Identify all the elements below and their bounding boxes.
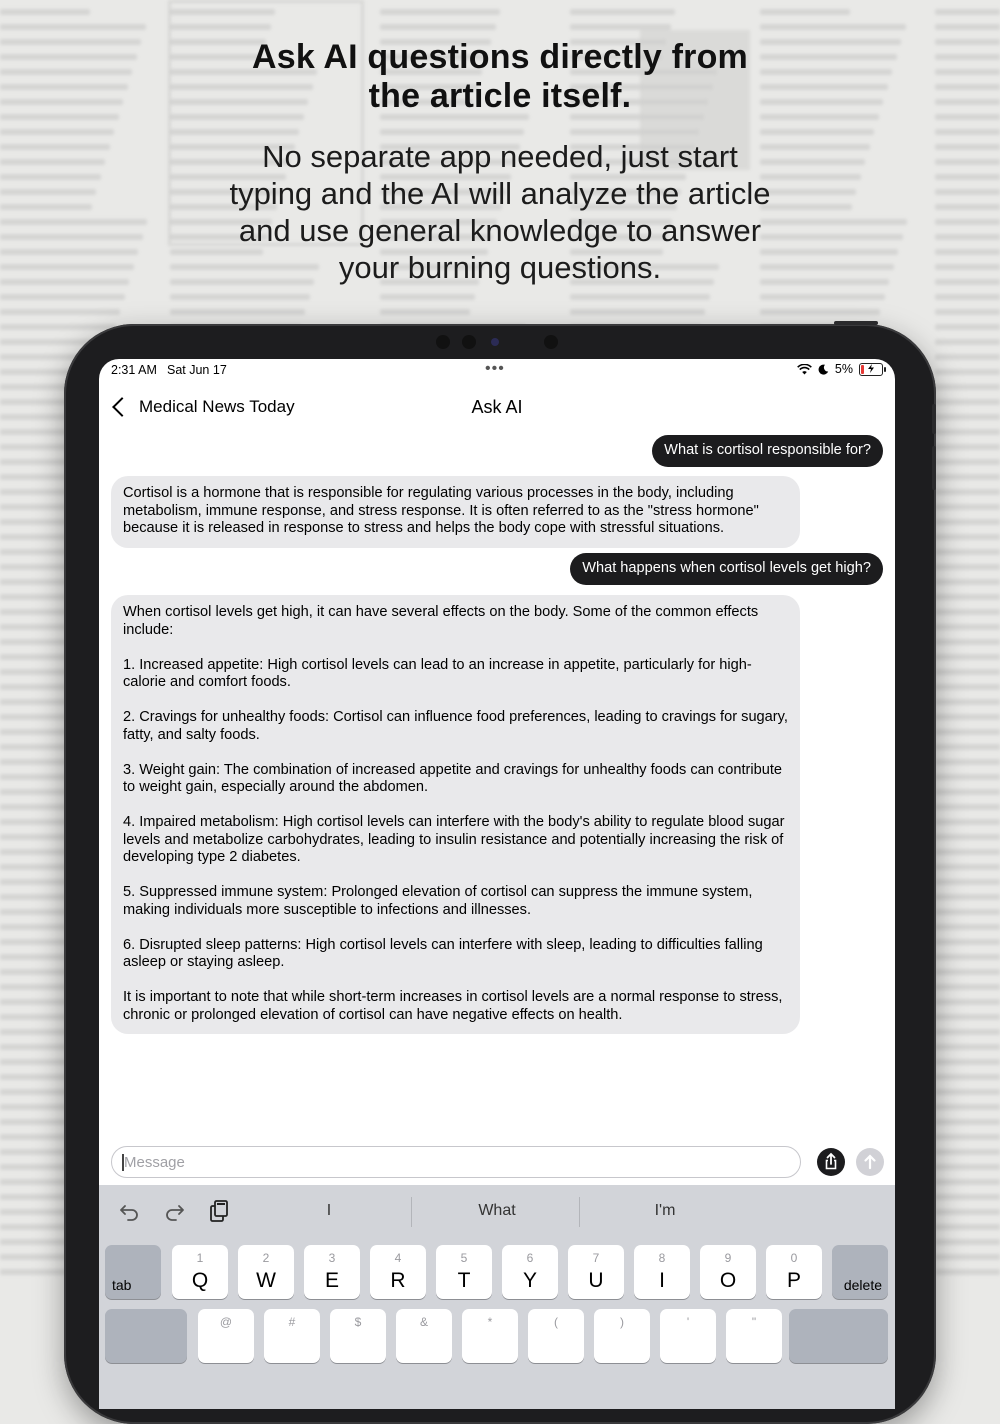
undo-icon[interactable] [117,1199,143,1223]
ai-message [111,595,800,1034]
key-letter: W [256,1269,276,1292]
key-number-hint: 9 [724,1251,732,1265]
text-caret [122,1154,124,1171]
key-symbol-hint: ( [554,1315,558,1329]
status-bar [99,359,895,383]
key-letter: R [390,1269,406,1292]
key-number-hint: 8 [658,1251,666,1265]
return-key[interactable] [789,1309,888,1363]
divider [411,1197,412,1227]
key-letter: U [588,1269,604,1292]
key-t[interactable] [436,1245,492,1299]
promo-subheadline [0,138,1000,286]
message-composer [111,1146,883,1180]
promo-headline-line: Ask AI questions directly from [252,38,748,76]
key-w[interactable] [238,1245,294,1299]
key-number-hint: 4 [394,1251,402,1265]
key-e[interactable] [304,1245,360,1299]
wifi-icon [797,364,812,375]
letter-key[interactable] [198,1309,254,1363]
delete-key[interactable] [832,1245,888,1299]
caps-lock-key[interactable] [105,1309,187,1363]
key-letter: O [719,1269,737,1292]
battery-percent: 5% [834,362,853,376]
sensor-dot [491,338,499,346]
ai-message-text: Cortisol is a hormone that is responsible for regulating various processes in the body, including metabolism, immune response, and stress response. It is often referred to as the "stress hormone" because it is released in response to stress and helps the body cope with stressful situations. [123,485,759,536]
promo-headline-line: the article itself. [368,77,632,115]
key-letter: E [324,1269,339,1292]
on-screen-keyboard [99,1185,895,1409]
paste-icon[interactable] [205,1199,231,1223]
ai-message [111,476,800,548]
promo-subheadline-line: and use general knowledge to answer [238,213,762,248]
letter-key[interactable] [330,1309,386,1363]
delete-key-label: delete [843,1277,882,1293]
ai-message-text: 4. Impaired metabolism: High cortisol levels can interfere with the body's ability to regulate blood sugar levels and metabolize carbohydrates, leading to insulin resistance and potentially increasing the risk of developing type 2 diabetes. [123,814,785,865]
letter-key[interactable] [264,1309,320,1363]
key-symbol-hint: & [419,1315,428,1329]
key-p[interactable] [766,1245,822,1299]
letter-key[interactable] [660,1309,716,1363]
key-symbol-hint: $ [354,1315,362,1329]
letter-key[interactable] [396,1309,452,1363]
key-number-hint: 1 [196,1251,204,1265]
sensor-dot [544,335,558,349]
key-symbol-hint: ) [620,1315,624,1329]
ai-message-text: 6. Disrupted sleep patterns: High cortisol levels can interfere with sleep, leading to difficulties falling asleep or staying asleep. [123,936,763,970]
user-message: What is cortisol responsible for? [652,435,883,467]
status-time: 2:31 AM [111,363,157,377]
message-input[interactable] [111,1146,801,1178]
key-number-hint: 5 [460,1251,468,1265]
key-i[interactable] [634,1245,690,1299]
volume-button [932,446,936,490]
key-y[interactable] [502,1245,558,1299]
promo-subheadline-line: your burning questions. [338,250,662,285]
key-symbol-hint: @ [219,1315,233,1329]
navigation-bar [99,389,895,425]
suggestion-item[interactable]: What [478,1202,516,1219]
battery-icon [859,363,883,376]
ipad-frame [64,324,936,1424]
key-o[interactable] [700,1245,756,1299]
key-number-hint: 3 [328,1251,336,1265]
multitasking-dots-icon[interactable]: ••• [485,360,505,377]
send-button[interactable] [856,1148,884,1176]
divider [579,1197,580,1227]
tab-key-label: tab [112,1277,132,1293]
ai-message-text: When cortisol levels get high, it can have several effects on the body. Some of the common effects include: [123,604,759,638]
key-letter: Q [191,1269,209,1292]
promo-headline [0,38,1000,116]
sensor-dot [436,335,450,349]
tab-key[interactable] [105,1245,161,1299]
letter-key[interactable] [594,1309,650,1363]
key-letter: P [786,1269,801,1292]
volume-button [932,404,936,434]
key-number-hint: 7 [592,1251,600,1265]
key-q[interactable] [172,1245,228,1299]
ai-message-text: 3. Weight gain: The combination of increased appetite and cravings for unhealthy foods can contribute to weight gain, especially around the abdomen. [123,761,783,795]
letter-key[interactable] [462,1309,518,1363]
redo-icon[interactable] [161,1199,187,1223]
key-u[interactable] [568,1245,624,1299]
key-symbol-hint: " [751,1315,757,1329]
camera-icon [462,335,476,349]
ai-message-text: 5. Suppressed immune system: Prolonged elevation of cortisol can suppress the immune system, making individuals more susceptible to infections and illnesses. [123,884,753,918]
share-icon [817,1148,845,1176]
key-r[interactable] [370,1245,426,1299]
status-date: Sat Jun 17 [167,363,227,377]
key-number-hint: 6 [526,1251,534,1265]
status-right [797,362,883,376]
key-symbol-hint: ' [686,1315,690,1329]
ai-message-text: 2. Cravings for unhealthy foods: Cortisol can influence food preferences, leading to cravings for sugary, fatty, and salty foods. [123,709,788,743]
key-symbol-hint: # [288,1315,296,1329]
promo-subheadline-line: typing and the AI will analyze the article [229,176,771,211]
ai-message-text: 1. Increased appetite: High cortisol levels can lead to an increase in appetite, particularly for high-calorie and comfort foods. [123,656,752,690]
top-button [834,321,878,325]
suggestion-item[interactable]: I'm [654,1202,676,1219]
letter-key[interactable] [528,1309,584,1363]
app-screen [99,359,895,1409]
key-letter: I [659,1269,665,1292]
back-button-label: Medical News Today [139,397,295,416]
share-button[interactable] [817,1148,845,1176]
page-title: Ask AI [471,397,523,417]
key-number-hint: 2 [262,1251,270,1265]
key-letter: T [457,1269,471,1292]
letter-key[interactable] [726,1309,782,1363]
promo-subheadline-line: No separate app needed, just start [262,139,738,174]
key-symbol-hint: * [487,1315,493,1329]
user-message: What happens when cortisol levels get high? [570,553,883,585]
suggestion-item[interactable]: I [326,1202,332,1219]
key-letter: Y [522,1269,537,1292]
ai-message-text: It is important to note that while short-term increases in cortisol levels are a normal response to stress, chronic or prolonged elevation of cortisol can have negative effects on health. [123,989,783,1023]
keyboard-toolbar [99,1185,895,1237]
key-number-hint: 0 [790,1251,798,1265]
moon-icon [818,364,829,375]
arrow-up-icon [856,1148,884,1176]
